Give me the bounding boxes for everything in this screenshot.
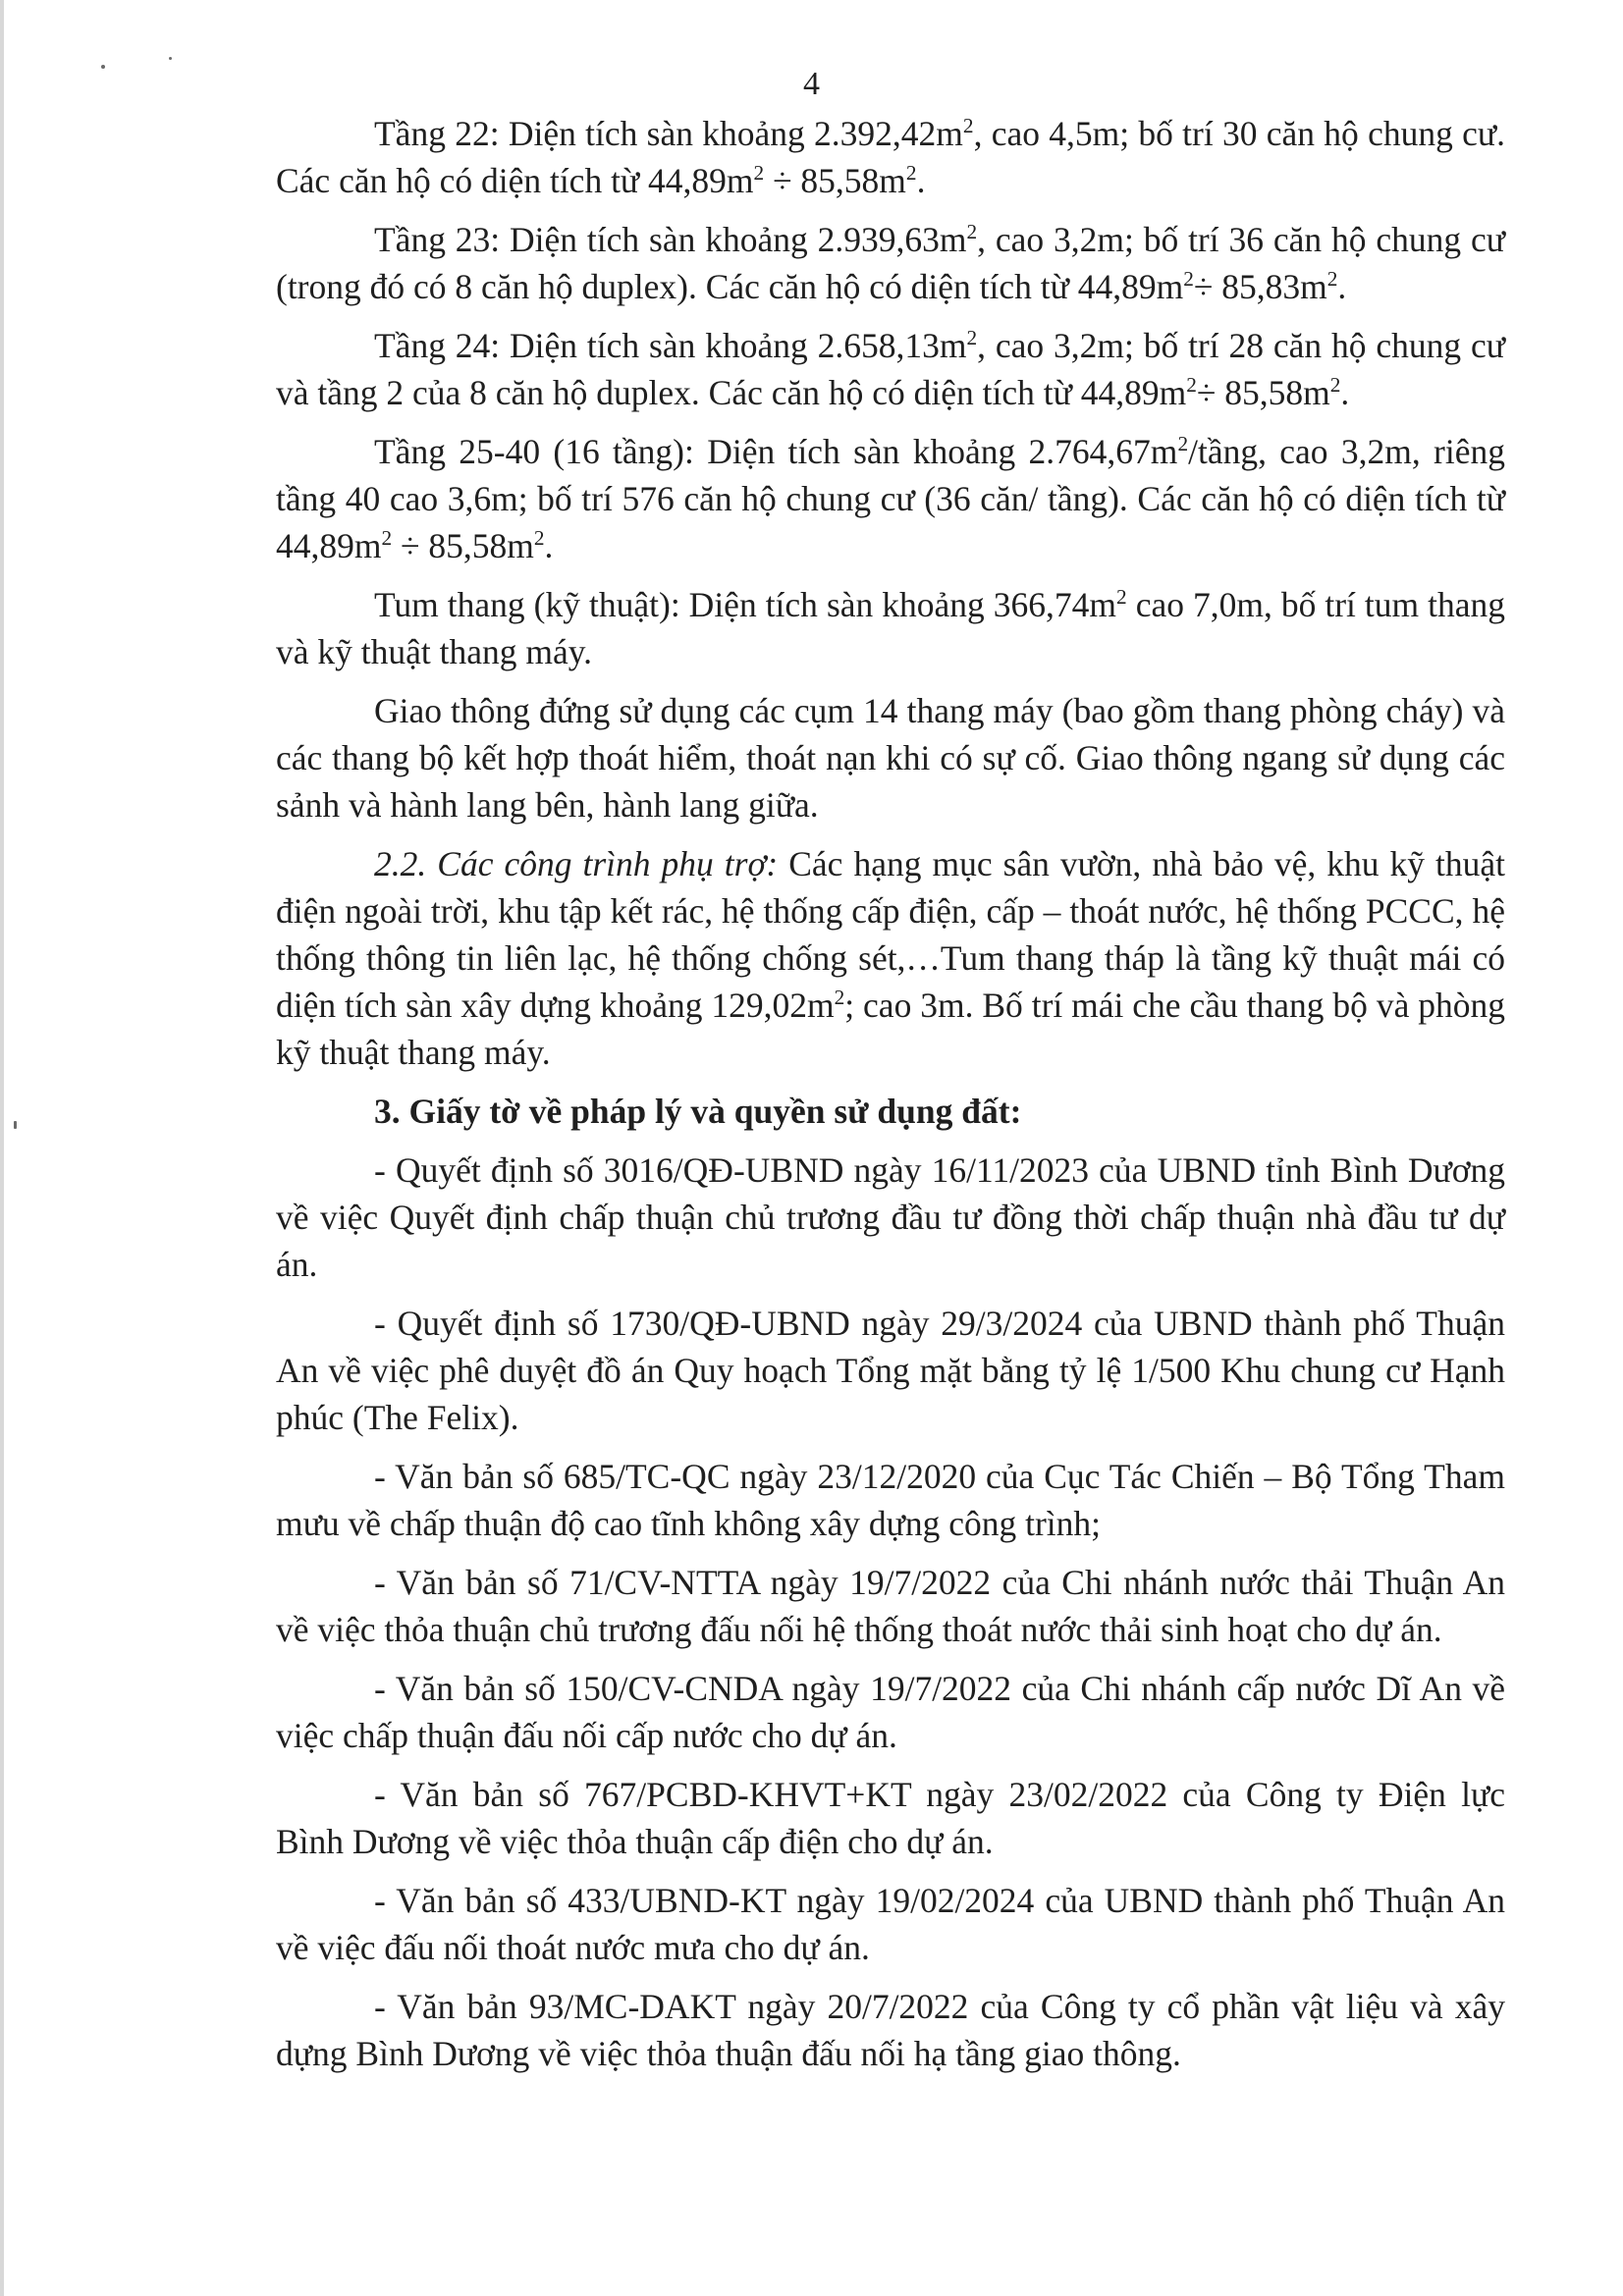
text-run: . — [916, 161, 926, 200]
superscript: 2 — [834, 986, 845, 1010]
text-run: /tầng, cao 3,2m, riêng tầng 40 cao 3,6m; bố trí 576 căn hộ chung cư (36 căn/ tầng). Các căn hộ có diện tích từ 44,89m — [276, 432, 1505, 565]
text-run: Tum thang (kỹ thuật): Diện tích sàn khoảng 366,74m — [374, 585, 1117, 624]
subsection-title: 2.2. Các công trình phụ trợ: — [374, 844, 779, 883]
text-run: ÷ 85,58m — [1196, 373, 1330, 412]
paragraph — [276, 1559, 1505, 1653]
paragraph — [276, 216, 1505, 310]
superscript: 2 — [533, 526, 545, 551]
text-run: , cao 3,2m; bố trí 28 căn hộ chung cư và tầng 2 của 8 căn hộ duplex. Các căn hộ có diện tích từ 44,89m — [276, 326, 1505, 412]
paragraph — [276, 1665, 1505, 1759]
paragraph — [276, 1453, 1505, 1547]
paragraph — [276, 1983, 1505, 2077]
paragraph — [276, 1147, 1505, 1288]
superscript: 2 — [1116, 585, 1127, 610]
scan-speck — [169, 57, 172, 60]
scan-speck — [14, 1121, 17, 1129]
paragraph — [276, 1771, 1505, 1865]
text-run: ÷ 85,58m — [764, 161, 906, 200]
text-run: Tầng 24: Diện tích sàn khoảng 2.658,13m — [374, 326, 967, 365]
superscript: 2 — [905, 161, 917, 186]
document-body — [276, 110, 1505, 2077]
superscript: 2 — [753, 161, 765, 186]
text-run: - Quyết định số 1730/QĐ-UBND ngày 29/3/2024 của UBND thành phố Thuận An về việc phê duyệt đồ án Quy hoạch Tổng mặt bằng tỷ lệ 1/500 Khu chung cư Hạnh phúc (The Felix). — [276, 1304, 1505, 1437]
text-run: Tầng 22: Diện tích sàn khoảng 2.392,42m — [374, 114, 963, 153]
superscript: 2 — [1329, 373, 1341, 398]
paragraph — [276, 322, 1505, 416]
text-run: 3. Giấy tờ về pháp lý và quyền sử dụng đất: — [374, 1092, 1022, 1131]
text-run: - Văn bản số 71/CV-NTTA ngày 19/7/2022 của Chi nhánh nước thải Thuận An về việc thỏa thuận chủ trương đấu nối hệ thống thoát nước thải sinh hoạt cho dự án. — [276, 1563, 1505, 1649]
text-run: - Quyết định số 3016/QĐ-UBND ngày 16/11/2023 của UBND tỉnh Bình Dương về việc Quyết định chấp thuận chủ trương đầu tư đồng thời chấp thuận nhà đầu tư dự án. — [276, 1150, 1505, 1284]
superscript: 2 — [381, 526, 393, 551]
text-run: , cao 3,2m; bố trí 36 căn hộ chung cư (trong đó có 8 căn hộ duplex). Các căn hộ có diện tích từ 44,89m — [276, 220, 1505, 306]
paragraph — [276, 428, 1505, 569]
text-run: . — [1337, 267, 1347, 306]
paragraph — [276, 687, 1505, 828]
text-run: - Văn bản số 150/CV-CNDA ngày 19/7/2022 của Chi nhánh cấp nước Dĩ An về việc chấp thuận đấu nối cấp nước cho dự án. — [276, 1669, 1505, 1755]
text-run: ÷ 85,83m — [1193, 267, 1327, 306]
text-run: Tầng 25-40 (16 tầng): Diện tích sàn khoảng 2.764,67m — [374, 432, 1178, 471]
paragraph — [276, 840, 1505, 1076]
text-run: Tầng 23: Diện tích sàn khoảng 2.939,63m — [374, 220, 967, 259]
text-run: ; cao 3m. Bố trí mái che cầu thang bộ và phòng kỹ thuật thang máy. — [276, 986, 1505, 1072]
superscript: 2 — [962, 114, 974, 138]
text-run: - Văn bản số 767/PCBD-KHVT+KT ngày 23/02/2022 của Công ty Điện lực Bình Dương về việc thỏa thuận cấp điện cho dự án. — [276, 1775, 1505, 1861]
paragraph — [276, 1877, 1505, 1971]
paragraph — [276, 110, 1505, 204]
page-number: 4 — [803, 66, 820, 102]
text-run: Các hạng mục sân vườn, nhà bảo vệ, khu kỹ thuật điện ngoài trời, khu tập kết rác, hệ thống cấp điện, cấp – thoát nước, hệ thống PCCC, hệ thống thông tin liên lạc, hệ thống chống sét,…Tum thang tháp là tầng kỹ thuật mái có diện tích sàn xây dựng khoảng 129,02m — [276, 844, 1505, 1025]
section-heading — [276, 1088, 1505, 1135]
text-run: - Văn bản số 433/UBND-KT ngày 19/02/2024 của UBND thành phố Thuận An về việc đấu nối thoát nước mưa cho dự án. — [276, 1881, 1505, 1967]
scan-edge-shadow — [0, 0, 4, 2296]
text-run: . — [544, 526, 554, 565]
text-run: . — [1340, 373, 1350, 412]
paragraph — [276, 581, 1505, 675]
superscript: 2 — [1186, 373, 1197, 398]
text-run: , cao 4,5m; bố trí 30 căn hộ chung cư. Các căn hộ có diện tích từ 44,89m — [276, 114, 1505, 200]
paragraph — [276, 1300, 1505, 1441]
text-run: Giao thông đứng sử dụng các cụm 14 thang máy (bao gồm thang phòng cháy) và các thang bộ kết hợp thoát hiểm, thoát nạn khi có sự cố. Giao thông ngang sử dụng các sảnh và hành lang bên, hành lang giữa. — [276, 691, 1505, 825]
superscript: 2 — [966, 326, 978, 350]
superscript: 2 — [1326, 267, 1338, 292]
superscript: 2 — [1183, 267, 1194, 292]
superscript: 2 — [1177, 432, 1189, 456]
text-run: cao 7,0m, bố trí tum thang và kỹ thuật thang máy. — [276, 585, 1505, 671]
text-run: - Văn bản 93/MC-DAKT ngày 20/7/2022 của Công ty cổ phần vật liệu và xây dựng Bình Dương về việc thỏa thuận đấu nối hạ tầng giao thông. — [276, 1987, 1505, 2073]
superscript: 2 — [966, 220, 978, 244]
text-run: ÷ 85,58m — [392, 526, 534, 565]
text-run: - Văn bản số 685/TC-QC ngày 23/12/2020 của Cục Tác Chiến – Bộ Tổng Tham mưu về chấp thuận độ cao tĩnh không xây dựng công trình; — [276, 1457, 1505, 1543]
